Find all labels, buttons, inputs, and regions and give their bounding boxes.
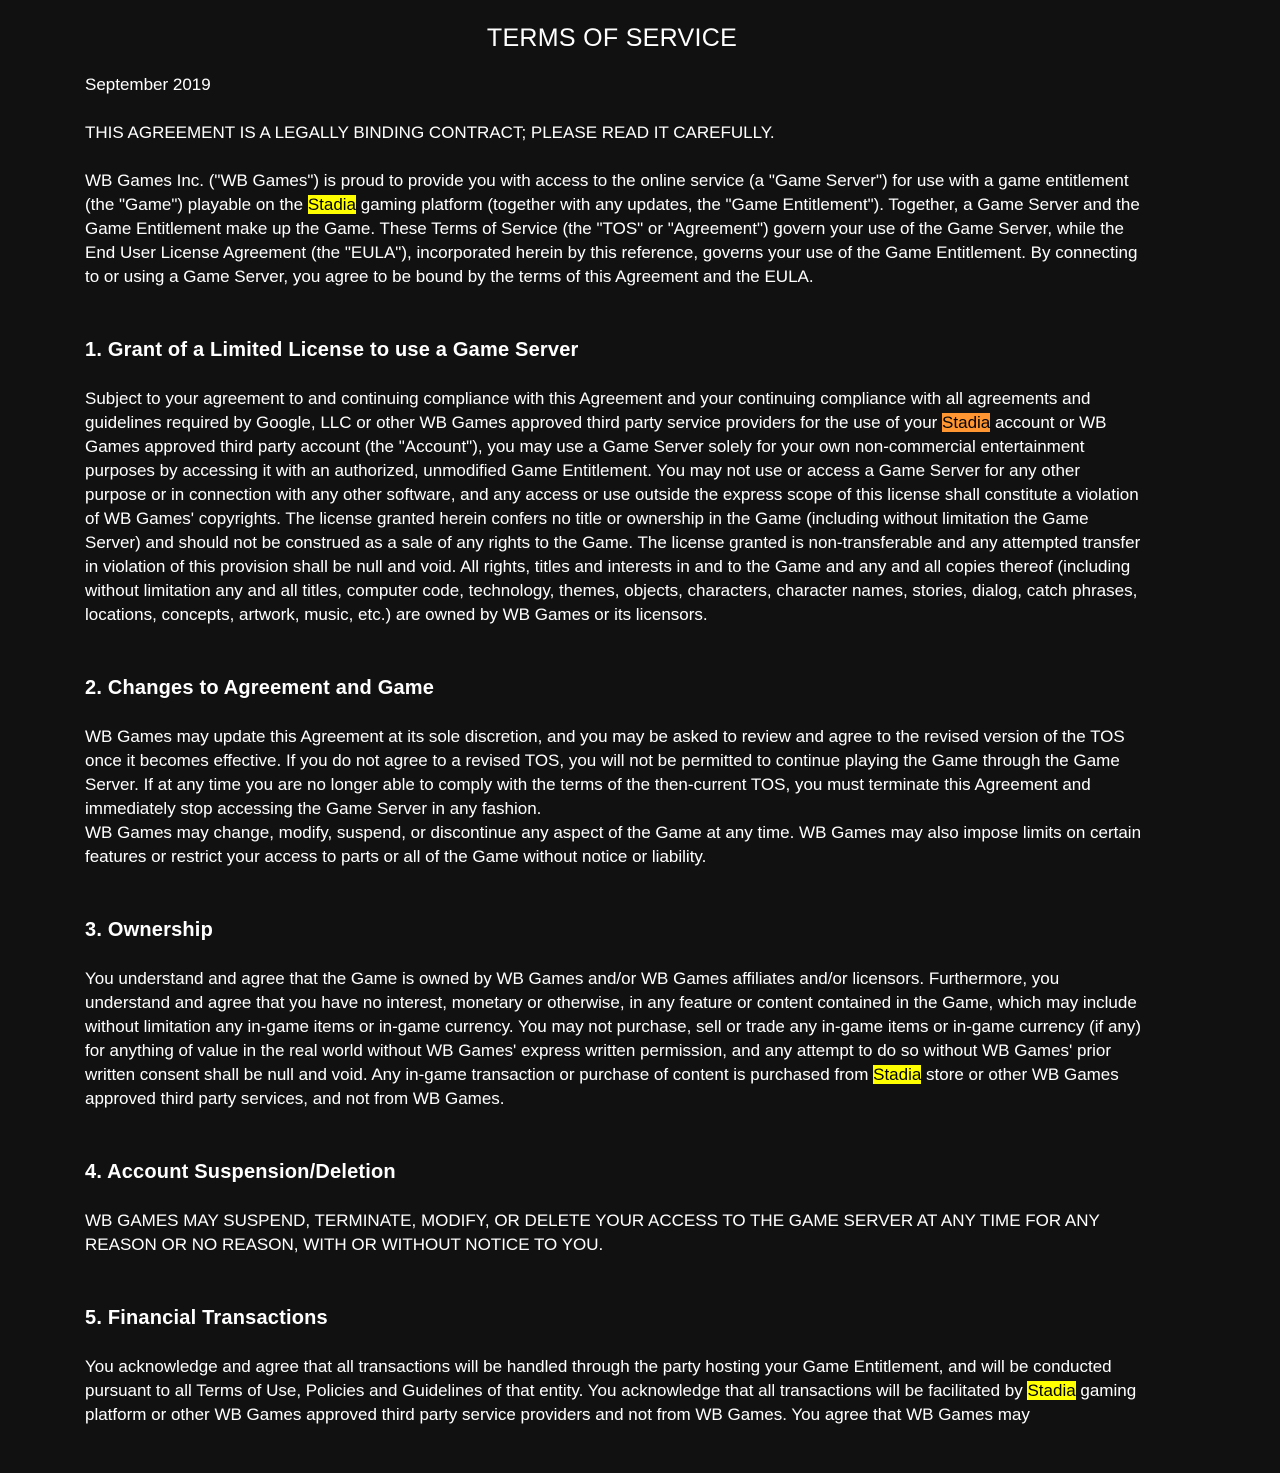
search-highlight: Stadia — [307, 195, 357, 214]
section-grant-license — [85, 335, 1143, 627]
intro-text-b: gaming platform (together with any updates, the "Game Entitlement"). Together, a Game Server and the Game Entitlement make up the Game. These Terms of Service (the "TOS" or "Agreement") govern your use of the Game Server, while the End User License Agreement (the "EULA"), incorporated herein by this reference, governs your use of the Game Entitlement. By connecting to or using a Game Server, you agree to be bound by the terms of this Agreement and the EULA. — [85, 195, 1140, 286]
section-paragraph: WB Games may update this Agreement at its sole discretion, and you may be asked to review and agree to the revised version of the TOS once it becomes effective. If you do not agree to a revised TOS, you will not be permitted to continue playing the Game through the Game Server. If at any time you are no longer able to comply with the terms of the then-current TOS, you must terminate this Agreement and immediately stop accessing the Game Server in any fashion. — [85, 727, 1125, 818]
section-text-b: store or other WB Games approved third party services, and not from WB Games. — [85, 1065, 1119, 1108]
section-heading: 1. Grant of a Limited License to use a Game Server — [85, 339, 579, 361]
section-body — [85, 967, 1143, 1111]
document-date: September 2019 — [85, 75, 211, 94]
section-text-a: You acknowledge and agree that all transactions will be handled through the party hosting your Game Entitlement, and will be conducted pursuant to all Terms of Use, Policies and Guidelines of that entity. You acknowledge that all transactions will be facilitated by — [85, 1357, 1112, 1400]
binding-notice: THIS AGREEMENT IS A LEGALLY BINDING CONTRACT; PLEASE READ IT CAREFULLY. — [85, 123, 775, 142]
section-heading: 2. Changes to Agreement and Game — [85, 677, 435, 699]
section-text-a: Subject to your agreement to and continuing compliance with this Agreement and your continuing compliance with all agreements and guidelines required by Google, LLC or other WB Games approved third party service providers for the use of your — [85, 389, 1091, 432]
section-ownership — [85, 915, 1143, 1111]
page-title: TERMS OF SERVICE — [486, 24, 738, 52]
section-heading: 3. Ownership — [85, 919, 213, 941]
section-text-b: account or WB Games approved third party account (the "Account"), you may use a Game Server solely for your own non-commercial entertainment purposes by accessing it with an authorized, unmodified Game Entitlement. You may not use or access a Game Server for any other purpose or in connection with any other software, and any access or use outside the express scope of this license shall constitute a violation of WB Games' copyrights. The license granted herein confers no title or ownership in the Game (including without limitation the Game Server) and should not be construed as a sale of any rights to the Game. The license granted is non-transferable and any attempted transfer in violation of this provision shall be null and void. All rights, titles and interests in and to the Game and any and all copies thereof (including without limitation any and all titles, computer code, technology, themes, objects, characters, character names, stories, dialog, catch phrases, locations, concepts, artwork, music, etc.) are owned by WB Games or its licensors. — [85, 413, 1141, 624]
section-text-a: You understand and agree that the Game is owned by WB Games and/or WB Games affiliates and/or licensors. Furthermore, you understand and agree that you have no interest, monetary or otherwise, in any feature or content contained in the Game, which may include without limitation any in-game items or in-game currency. You may not purchase, sell or trade any in-game items or in-game currency (if any) for anything of value in the real world without WB Games' express written permission, and any attempt to do so without WB Games' prior written consent shall be null and void. Any in-game transaction or purchase of content is purchased from — [85, 969, 1142, 1084]
section-paragraph: WB Games may change, modify, suspend, or discontinue any aspect of the Game at any time. WB Games may also impose limits on certain features or restrict your access to parts or all of the Game without notice or liability. — [85, 823, 1142, 866]
section-text-b: gaming platform or other WB Games approved third party service providers and not from WB Games. You agree that WB Games may — [85, 1381, 1137, 1424]
section-account-suspension — [85, 1157, 1143, 1257]
search-highlight: Stadia — [1027, 1381, 1076, 1400]
section-heading: 5. Financial Transactions — [85, 1307, 328, 1329]
section-body — [85, 1355, 1143, 1427]
search-highlight: Stadia — [873, 1065, 922, 1084]
section-body — [85, 725, 1143, 869]
terms-content — [85, 73, 1143, 1473]
search-highlight-current: Stadia — [942, 413, 991, 432]
section-body: WB GAMES MAY SUSPEND, TERMINATE, MODIFY, OR DELETE YOUR ACCESS TO THE GAME SERVER AT ANY TIME FOR ANY REASON OR NO REASON, WITH OR WITHOUT NOTICE TO YOU. — [85, 1211, 1100, 1254]
section-body — [85, 387, 1143, 627]
intro-paragraph — [85, 169, 1143, 289]
section-heading: 4. Account Suspension/Deletion — [85, 1161, 396, 1183]
intro-text-a: WB Games Inc. ("WB Games") is proud to provide you with access to the online service (a "Game Server") for use with a game entitlement (the "Game") playable on the — [85, 171, 1129, 214]
section-changes — [85, 673, 1143, 869]
section-financial-transactions — [85, 1303, 1143, 1427]
